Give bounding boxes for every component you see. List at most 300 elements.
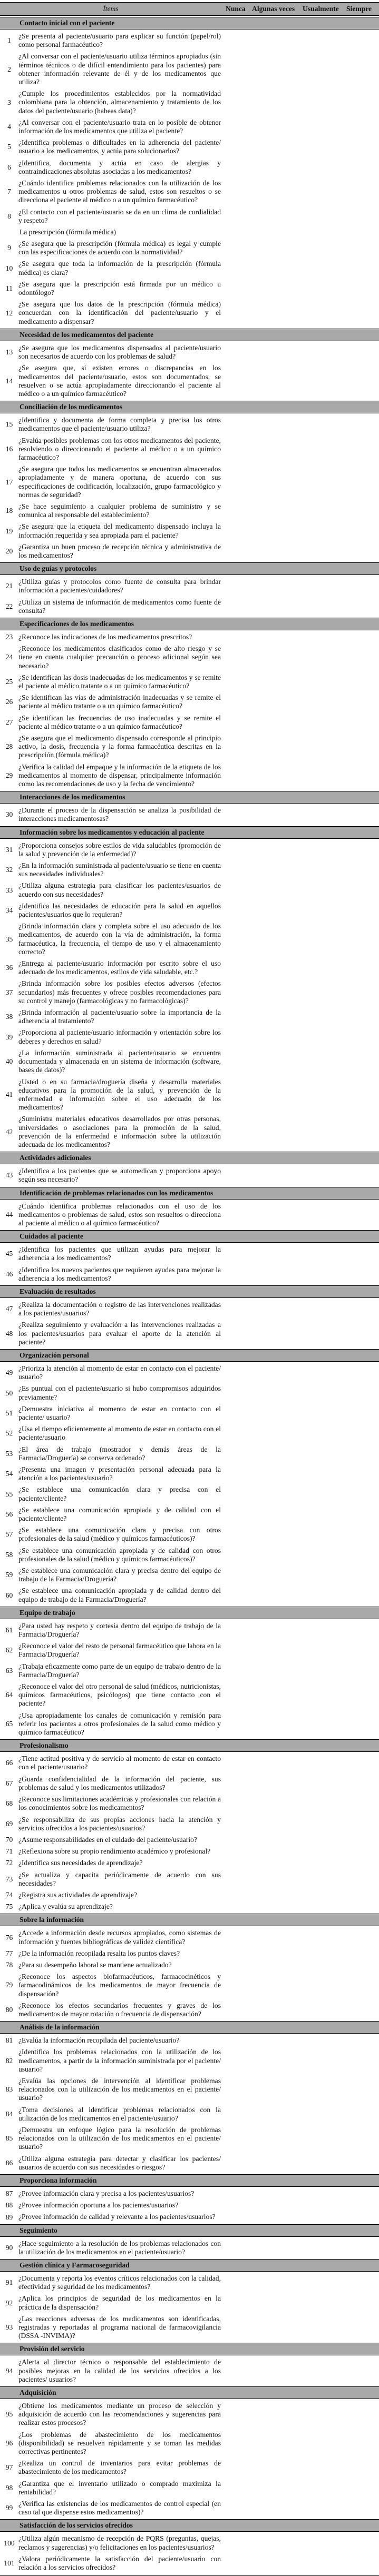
item-number: 65	[5, 1719, 13, 1728]
table-row	[0, 1889, 379, 1901]
table-row	[0, 2553, 379, 2573]
item-text: ¿Demuestra iniciativa al momento de estar en contacto con el paciente/ usuario?	[18, 1404, 221, 1421]
item-text: ¿Identifica los problemas relacionados con la utilización de los medicamentos, a partir de la información suministrada por el paciente/ usuario?	[18, 2048, 221, 2073]
item-number: 98	[5, 2483, 13, 2492]
table-row	[0, 978, 379, 1007]
section-header: Equipo de trabajo	[0, 1607, 379, 1619]
table-row	[0, 2293, 379, 2313]
item-number: 1	[7, 36, 11, 45]
item-text: ¿El área de trabajo (mostrador y demás áreas de la Farmacia/Droguería) se conserva ordenado?	[18, 1445, 221, 1462]
item-text: ¿Garantiza un buen proceso de recepción técnica y administrativa de los medicamentos?	[18, 542, 221, 559]
table-row	[0, 2400, 379, 2429]
item-text: ¿Provee información clara y precisa a los pacientes/usuarios?	[18, 2189, 195, 2197]
item-text: ¿Brinda información al paciente/usuario sobre la importancia de la adherencia al tratamiento?	[18, 1008, 221, 1025]
item-text: ¿Cuándo identifica problemas relacionados con la utilización de los medicamentos u otros problemas de salud, estos son resueltos o se direcciona el paciente al médico o a un químico farmacéutico?	[18, 179, 221, 204]
table-row	[0, 137, 379, 157]
item-number: 46	[5, 1270, 13, 1278]
header-items: Ítems	[103, 5, 119, 13]
item-text: ¿Reconoce sus limitaciones académicas y profesionales con relación a los conocimientos sobre los medicamentos?	[18, 1795, 221, 1812]
table-row	[0, 2188, 379, 2199]
item-text: ¿Prioriza la atención al momento de estar en contacto con el paciente/ usuario?	[18, 1364, 221, 1381]
item-text: ¿El contacto con el paciente/usuario se da en un clima de cordialidad y respeto?	[18, 207, 221, 224]
table-row	[0, 1846, 379, 1857]
table-row	[0, 1620, 379, 1640]
item-text: ¿Utiliza guías y protocolos como fuente de consulta para brindar información a pacientes/cuidadores?	[18, 578, 221, 595]
table-row	[0, 299, 379, 328]
item-text: ¿Se identifican las frecuencias de uso inadecuadas y se remite el paciente al médico tratante o a un químico farmacéutico?	[18, 714, 221, 730]
table-row	[0, 2498, 379, 2518]
table-row	[0, 342, 379, 362]
header-usualmente: Usualmente	[303, 5, 339, 13]
item-text: ¿Garantiza que el inventario utilizado o comprado maximiza la rentabilidad?	[18, 2479, 221, 2496]
item-text: ¿Se establece una comunicación apropiada y de calidad con otros profesionales de la salud (médico y químicos farmacéuticos)?	[18, 1546, 221, 1563]
table-row	[0, 1901, 379, 1913]
table-row	[0, 521, 379, 541]
item-text: ¿Se asegura que la prescripción está firmada por un médico u odontólogo?	[18, 280, 221, 297]
item-number: 71	[5, 1847, 13, 1856]
table-row	[0, 1640, 379, 1660]
section-header: Provisión del servicio	[0, 2343, 379, 2355]
item-number: 8	[7, 212, 11, 220]
item-number: 80	[5, 2005, 13, 2014]
item-number: 38	[5, 1013, 13, 1021]
item-number: 54	[5, 1470, 13, 1478]
header-siempre: Siempre	[346, 5, 372, 13]
item-number: 84	[5, 2109, 13, 2118]
item-number: 5	[7, 143, 11, 151]
item-text: ¿Identifica y documenta de forma completa y precisa los otros medicamentos que el paciente/usuario utiliza?	[18, 416, 221, 433]
item-number: 42	[5, 1127, 13, 1136]
item-text: ¿Valora periódicamente la satisfacción del paciente/usuario con relación a los servicios ofrecidos?	[18, 2554, 221, 2572]
item-text: ¿Hace seguimiento a la resolución de los problemas relacionados con la utilización de los medicamentos en el paciente/usuario?	[18, 2239, 221, 2256]
item-number: 35	[5, 935, 13, 943]
item-text: ¿Registra sus actividades de aprendizaje?	[18, 1890, 137, 1899]
item-number: 101	[4, 2559, 15, 2568]
section-header: Conciliación de los medicamentos	[0, 401, 379, 413]
table-row	[0, 1857, 379, 1869]
item-text: ¿Se asegura que, si existen errores o discrepancias en los medicamentos del paciente/usuario, estos son documentados, se resuelven o se actúa apropiadamente direccionando el paciente al médico o a un químico farmacéutico?	[18, 364, 221, 398]
item-text: ¿Realiza la documentación o registro de las intervenciones realizadas a los pacientes/usuarios?	[18, 1300, 221, 1317]
item-number: 83	[5, 2085, 13, 2094]
item-text: ¿Se asegura que los datos de la prescripción (fórmula médica) concuerdan con la identificación del paciente/usuario y el medicamento a dispensar?	[18, 300, 221, 325]
item-number: 26	[5, 698, 13, 706]
item-text: ¿Se asegura que toda la información de la prescripción (fórmula médica) es clara?	[18, 260, 221, 276]
table-row	[0, 1869, 379, 1889]
section-header: Uso de guías y protocolos	[0, 562, 379, 575]
item-text: ¿Durante el proceso de la dispensación se analiza la posibilidad de interacciones medicamentosas?	[18, 806, 221, 823]
table-row	[0, 2356, 379, 2385]
table-row	[0, 2238, 379, 2258]
item-number: 55	[5, 1490, 13, 1498]
table-row	[0, 2124, 379, 2153]
item-number: 99	[5, 2504, 13, 2512]
item-number: 11	[5, 284, 13, 293]
section-header: Satisfacción de los servicios ofrecidos	[0, 2519, 379, 2532]
item-text: ¿Se establece una comunicación apropiada y de calidad con el paciente/cliente?	[18, 1505, 221, 1523]
item-text: ¿Identifica, documenta y actúa en caso de alergias y contraindicaciones absolutas asociadas a los medicamentos?	[18, 158, 221, 175]
item-text: ¿Accede a información desde recursos apropiados, como sistemas de información y fuentes bibliográficas de validez científica?	[18, 1929, 221, 1946]
table-row	[0, 177, 379, 206]
section-header: Análisis de la información	[0, 2021, 379, 2034]
item-number: 74	[5, 1891, 13, 1899]
item-number: 43	[5, 1171, 13, 1180]
table-row	[0, 1383, 379, 1403]
item-text: ¿Aplica y evalúa su aprendizaje?	[18, 1903, 113, 1911]
table-row	[0, 2478, 379, 2498]
table-row	[0, 1565, 379, 1585]
item-text: ¿Al conversar con el paciente/usuario utiliza términos apropiados (sin términos técnicos o de difícil entendimiento para los pacientes) para obtener información relevante de él y de los medicamentos que utiliza?	[18, 52, 221, 86]
item-number: 53	[5, 1449, 13, 1458]
item-number: 97	[5, 2463, 13, 2472]
table-row	[0, 238, 379, 258]
table-row	[0, 1948, 379, 1959]
section-header: Proporciona información	[0, 2174, 379, 2187]
table-row	[0, 1403, 379, 1423]
table-row	[0, 1165, 379, 1185]
table-row	[0, 732, 379, 761]
item-text: ¿Se actualiza y capacita periódicamente de acuerdo con sus necesidades?	[18, 1870, 221, 1887]
item-number: 68	[5, 1799, 13, 1808]
item-number: 100	[4, 2539, 15, 2547]
table-row	[0, 1504, 379, 1524]
item-number: 19	[5, 527, 13, 535]
item-text: ¿Se responsabiliza de sus propias acciones hacia la atención y servicios ofrecidos a los pacientes/usuarios?	[18, 1815, 221, 1832]
item-text: ¿Utiliza algún mecanismo de recepción de PQRS (preguntas, quejas, reclamos y sugerencias) y/o felicitaciones en los pacientes/usuarios?	[18, 2534, 221, 2551]
item-number: 72	[5, 1859, 13, 1867]
table-row	[0, 31, 379, 51]
table-row	[0, 2046, 379, 2075]
item-number: 41	[5, 1090, 13, 1098]
table-row	[0, 2153, 379, 2173]
item-number: 93	[5, 2323, 13, 2332]
table-row	[0, 576, 379, 596]
table-row	[0, 1585, 379, 1605]
section-header: Profesionalismo	[0, 1739, 379, 1752]
item-text: ¿Se establece una comunicación clara y precisa dentro del equipo de trabajo de la Farmacia/Droguería?	[18, 1567, 221, 1583]
item-text: ¿Suministra materiales educativos desarrollados por otras personas, universidades o asociaciones para la promoción de la salud, prevención de la enfermedad e información sobre la utilización adecuada de los medicamentos?	[18, 1115, 221, 1148]
item-text: ¿Obtiene los medicamentos mediante un proceso de selección y adquisición de acuerdo con las recomendaciones y sugerencias para realizar estos procesos?	[18, 2402, 221, 2427]
item-text: ¿Se asegura que el medicamento dispensado corresponde al principio activo, la dosis, frecuencia y la forma farmacéutica descritas en la prescripción (fórmula médica)?	[18, 734, 221, 759]
table-row	[0, 1464, 379, 1484]
table-row	[0, 51, 379, 88]
table-row	[0, 2458, 379, 2478]
item-text: ¿Se asegura que los medicamentos dispensados al paciente/usuario son necesarios de acuerdo con los problemas de salud?	[18, 343, 221, 361]
item-text: ¿Usted o en su farmacia/droguería diseña y desarrolla materiales educativos para la promoción de la salud, y prevención de la enfermedad e información sobre el uso adecuado de los medicamentos?	[18, 1077, 221, 1112]
item-text: ¿Evalúa la información recopilada del paciente/usuario?	[18, 2036, 180, 2045]
table-row	[0, 1007, 379, 1027]
item-text: ¿Asume responsabilidades en el cuidado del paciente/usuario?	[18, 1835, 197, 1844]
item-number: 9	[7, 244, 11, 252]
item-text: ¿Utiliza un sistema de información de medicamentos como fuente de consulta?	[18, 598, 221, 615]
item-text: ¿Al conversar con el paciente/usuario trata en lo posible de obtener información de los medicamentos que utiliza el paciente?	[18, 118, 221, 135]
item-number: 66	[5, 1759, 13, 1767]
table-row	[0, 1264, 379, 1284]
item-number: 75	[5, 1903, 13, 1911]
item-number: 31	[5, 845, 13, 854]
item-number: 17	[5, 478, 13, 486]
table-row	[0, 1710, 379, 1739]
item-text: ¿Toma decisiones al identificar problemas relacionados con la utilización de los medicamentos en el paciente/usuario?	[18, 2105, 221, 2122]
table-row	[0, 435, 379, 464]
item-text: ¿Brinda información clara y completa sobre el uso adecuado de los medicamentos, de acuerdo con la vía de administración, la forma farmacéutica, la frecuencia, el tiempo de uso y el almacenamiento correcto?	[18, 922, 221, 956]
item-number: 60	[5, 1591, 13, 1599]
section-header: Sobre la información	[0, 1914, 379, 1926]
table-row	[0, 2273, 379, 2293]
item-text: ¿Se identifican las vías de administración inadecuadas y se remite el paciente al médico tratante o a un químico farmacéutico?	[18, 693, 221, 710]
section-header: Seguimiento	[0, 2224, 379, 2237]
item-number: 25	[5, 677, 13, 686]
item-text: ¿Realiza seguimiento y evaluación a las intervenciones realizadas a los pacientes/usuarios para evaluar el aporte de la atención al paciente?	[18, 1321, 221, 1346]
item-text: ¿Alerta al director técnico o responsable del establecimiento de posibles mejoras en la calidad de los servicios ofrecidos a los pacientes/ usuarios?	[18, 2358, 221, 2383]
section-header: Necesidad de los medicamentos del paciente	[0, 329, 379, 341]
item-number: 95	[5, 2410, 13, 2419]
table-row	[0, 1484, 379, 1504]
item-text: ¿Reconoce el valor del otro personal de salud (médicos, nutricionistas, químicos farmacéuticos, psicólogos) que tiene contacto con el paciente?	[18, 1682, 221, 1708]
item-number: 62	[5, 1646, 13, 1654]
item-number: 77	[5, 1949, 13, 1957]
header-algunas-veces: Algunas veces	[252, 5, 295, 13]
table-row	[0, 1814, 379, 1834]
item-number: 10	[5, 264, 13, 272]
item-text: ¿Aplica los principios de seguridad de los medicamentos en la práctica de la dispensación?	[18, 2294, 221, 2311]
item-number: 40	[5, 1057, 13, 1066]
item-text: ¿Cuándo identifica problemas relacionados con el uso de los medicamentos o problemas de salud, estos son resueltos o direcciona al paciente al médico o al químico farmacéutico?	[18, 1202, 221, 1227]
item-text: ¿Evalúa posibles problemas con los otros medicamentos del paciente, resolviendo o direccionando el paciente al médico o a un químico farmacéutico?	[18, 436, 221, 461]
item-number: 58	[5, 1550, 13, 1559]
item-number: 96	[5, 2439, 13, 2447]
item-text: ¿Para su desempeño laboral se mantiene actualizado?	[18, 1960, 172, 1969]
item-number: 87	[5, 2189, 13, 2198]
item-number: 88	[5, 2201, 13, 2210]
table-row	[0, 2075, 379, 2104]
item-number: 49	[5, 1369, 13, 1377]
table-row	[0, 501, 379, 521]
table-row	[0, 1524, 379, 1544]
subsection-heading: La prescripción (fórmula médica)	[20, 228, 116, 236]
item-number: 6	[7, 163, 11, 171]
item-number: 16	[5, 444, 13, 453]
item-number: 79	[5, 1981, 13, 1989]
item-text: ¿Se asegura que la prescripción (fórmula médica) es legal y cumple con las especificaciones de acuerdo con la normatividad?	[18, 240, 221, 256]
table-row	[0, 2313, 379, 2342]
item-text: ¿Se establece una comunicación apropiada y de calidad dentro del equipo de trabajo de la Farmacia/Droguería?	[18, 1587, 221, 1603]
item-number: 90	[5, 2243, 13, 2252]
table-row	[0, 2035, 379, 2046]
section-header: Información sobre los medicamentos y educación al paciente	[0, 826, 379, 839]
table-row	[0, 541, 379, 561]
table-row	[0, 1027, 379, 1047]
item-text: ¿Presenta una imagen y presentación personal adecuada para la atención a los pacientes/usuario?	[18, 1465, 221, 1482]
header-nunca: Nunca	[226, 5, 246, 13]
item-text: ¿Reconoce los medicamentos clasificados como de alto riesgo y se tiene en cuenta cualquier precaución o proceso adicional según sea necesario?	[18, 645, 221, 670]
item-text: ¿Proporciona consejos sobre estilos de vida saludables (promoción de la salud y prevención de la enfermedad)?	[18, 841, 221, 858]
table-row	[0, 920, 379, 958]
item-text: ¿Identifica los pacientes que utilizan ayudas para mejorar la adherencia a los medicamentos?	[18, 1245, 221, 1262]
table-row	[0, 840, 379, 860]
item-number: 18	[5, 507, 13, 515]
item-number: 85	[5, 2134, 13, 2143]
item-text: ¿Verifica la calidad del empaque y la información de la etiqueta de los medicamentos al momento de dispensar, principalmente información como las recomendaciones de uso y la fecha de vencimiento?	[18, 762, 221, 788]
table-row	[0, 761, 379, 790]
item-number: 34	[5, 906, 13, 915]
table-row	[0, 117, 379, 137]
item-number: 76	[5, 1933, 13, 1941]
item-text: ¿Es puntual con el paciente/usuario si hubo compromisos adquiridos previamente?	[18, 1384, 221, 1401]
item-number: 47	[5, 1305, 13, 1313]
item-text: ¿Identifica las necesidades de educación para la salud en aquellos pacientes/usuarios que lo requieran?	[18, 901, 221, 919]
table-row	[0, 2429, 379, 2458]
table-row	[0, 1774, 379, 1794]
item-number: 23	[5, 633, 13, 641]
table-row	[0, 1753, 379, 1773]
item-text: ¿Realiza un control de inventarios para evitar problemas de abastecimiento de los medicamentos?	[18, 2459, 221, 2476]
table-row	[0, 1681, 379, 1710]
item-number: 13	[5, 348, 13, 356]
table-row	[0, 2104, 379, 2124]
table-row	[0, 1834, 379, 1846]
item-text: ¿Usa apropiadamente los canales de comunicación y remisión para referir los pacientes a otros profesionales de la salud como médico y químico farmacéutico?	[18, 1711, 221, 1737]
table-row	[0, 2000, 379, 2020]
item-text: ¿Identifica sus necesidades de aprendizaje?	[18, 1859, 143, 1867]
item-number: 59	[5, 1571, 13, 1579]
item-number: 92	[5, 2298, 13, 2307]
table-row	[0, 805, 379, 825]
table-row	[0, 1076, 379, 1114]
item-number: 89	[5, 2213, 13, 2221]
item-text: ¿Se identifican las dosis inadecuadas de los medicamentos y se remite el paciente al médico tratante o a un químico farmacéutico?	[18, 673, 221, 690]
table-row	[0, 1047, 379, 1076]
table-row	[0, 900, 379, 920]
item-text: ¿Utiliza alguna estrategia para clasificar los pacientes/usuarios de acuerdo con sus necesidades?	[18, 881, 221, 898]
table-row	[0, 157, 379, 177]
item-text: ¿Usa el tiempo eficientemente al momento de estar en contacto con el paciente/usuario	[18, 1425, 221, 1442]
item-text: ¿Demuestra un enfoque lógico para la resolución de problemas relacionados con la utilización de los medicamentos en el paciente/ usuario?	[18, 2125, 221, 2151]
table-row	[0, 463, 379, 501]
item-number: 15	[5, 420, 13, 429]
table-row	[0, 1444, 379, 1464]
item-text: ¿Brinda información sobre los posibles efectos adversos (efectos secundarios) más frecuentes y ofrece posibles recomendaciones para su control y manejo (farmacológicas y no farmacológicas)?	[18, 979, 221, 1005]
table-row	[0, 692, 379, 712]
table-row	[0, 1794, 379, 1814]
table-row	[0, 88, 379, 117]
item-number: 73	[5, 1875, 13, 1883]
item-text: ¿Se establece una comunicación clara y precisa con otros profesionales de la salud (médico y químicos farmacéuticos)?	[18, 1526, 221, 1543]
item-number: 50	[5, 1389, 13, 1397]
item-text: ¿Evalúa las opciones de intervención al identificar problemas relacionados con la utilización de los medicamentos en el paciente/ usuario?	[18, 2076, 221, 2102]
item-number: 7	[7, 187, 11, 196]
item-text: ¿Reconoce las indicaciones de los medicamentos prescritos?	[18, 632, 192, 641]
item-number: 82	[5, 2056, 13, 2065]
item-text: ¿Provee información oportuna a los pacientes/usuarios?	[18, 2201, 179, 2210]
table-row	[0, 712, 379, 732]
item-text: ¿Se presenta al paciente/usuario para explicar su función (papel/rol) como personal farmacéutico?	[18, 32, 221, 49]
item-text: ¿Utiliza alguna estrategia para detectar y clasificar los pacientes/ usuarios de acuerdo con sus necesidades o riesgos?	[18, 2154, 221, 2171]
table-row	[0, 1959, 379, 1971]
item-number: 67	[5, 1779, 13, 1787]
table-row	[0, 672, 379, 692]
item-number: 69	[5, 1819, 13, 1828]
item-text: ¿Documenta y reporta los eventos críticos relacionados con la calidad, efectividad y seguridad de los medicamentos?	[18, 2274, 221, 2291]
item-text: ¿Identifica a los pacientes que se automedican y proporciona apoyo según sea necesario?	[18, 1167, 221, 1184]
item-number: 86	[5, 2158, 13, 2167]
item-text: ¿Para usted hay respeto y cortesía dentro del equipo de trabajo de la Farmacia/Droguería?	[18, 1621, 221, 1639]
table-row	[0, 1423, 379, 1443]
table-row	[0, 1299, 379, 1319]
table-row	[0, 1971, 379, 2000]
item-number: 36	[5, 964, 13, 972]
table-row	[0, 958, 379, 978]
table-row	[0, 2199, 379, 2211]
item-number: 94	[5, 2366, 13, 2375]
item-text: ¿Reflexiona sobre su propio rendimiento académico y profesional?	[18, 1847, 211, 1856]
item-text: ¿De la información recopilada resalta los puntos claves?	[18, 1949, 180, 1957]
table-row	[0, 362, 379, 400]
table-row	[0, 643, 379, 672]
item-number: 30	[5, 810, 13, 819]
table-row	[0, 258, 379, 278]
item-text: ¿Cumple los procedimientos establecidos por la normatividad colombiana para la obtención, almacenamiento y tratamiento de los datos del paciente/usuario (habeas data)?	[18, 90, 221, 115]
item-text: ¿Se asegura que la etiqueta del medicamento dispensado incluya la información requerida y sea apropiada para el paciente?	[18, 522, 221, 539]
item-number: 70	[5, 1836, 13, 1844]
item-number: 22	[5, 602, 13, 610]
item-number: 44	[5, 1210, 13, 1218]
item-number: 4	[7, 123, 11, 131]
item-text: ¿Las reacciones adversas de los medicamentos son identificadas, registradas y reportadas al programa nacional de farmacovigilancia (DSSA -INVIMA)?	[18, 2314, 221, 2340]
item-number: 29	[5, 771, 13, 779]
item-text: ¿La información suministrada al paciente/usuario se encuentra documentada y almacenada en un sistema de información (software, bases de datos)?	[18, 1048, 221, 1074]
item-number: 33	[5, 886, 13, 894]
item-number: 3	[7, 98, 11, 106]
table-row	[0, 880, 379, 900]
item-number: 14	[5, 377, 13, 385]
item-number: 32	[5, 866, 13, 874]
item-text: ¿Identifica los nuevos pacientes que requieren ayudas para mejorar la adherencia a los medicamentos?	[18, 1265, 221, 1282]
item-number: 28	[5, 742, 13, 751]
item-text: ¿Tiene actitud positiva y de servicio al momento de estar en contacto con el paciente/usuario?	[18, 1755, 221, 1771]
item-number: 21	[5, 582, 13, 590]
table-row	[0, 1319, 379, 1348]
item-number: 78	[5, 1961, 13, 1969]
item-text: ¿Reconoce los aspectos biofarmacéuticos, farmacocinéticos y farmacodinámicos de los medicamentos de mayor frecuencia de dispensación?	[18, 1973, 221, 1998]
item-text: ¿Entrega al paciente/usuario información por escrito sobre el uso adecuado de los medicamentos, estilos de vida saludable, etc.?	[18, 959, 221, 976]
section-header: Actividades adicionales	[0, 1152, 379, 1164]
item-number: 51	[5, 1409, 13, 1417]
item-text: ¿Guarda confidencialidad de la información del paciente, sus problemas de salud y los medicamentos utilizados?	[18, 1775, 221, 1791]
table-row	[0, 414, 379, 434]
table-row	[0, 1363, 379, 1383]
item-number: 48	[5, 1329, 13, 1337]
table-row	[0, 631, 379, 643]
item-number: 12	[5, 309, 13, 317]
table-row	[0, 1113, 379, 1151]
item-number: 57	[5, 1530, 13, 1539]
item-text: ¿Trabaja eficazmente como parte de un equipo de trabajo dentro de la Farmacia/Droguería?	[18, 1662, 221, 1679]
item-text: ¿Reconoce el valor del resto de personal farmacéutico que labora en la Farmacia/Droguería?	[18, 1642, 221, 1659]
section-header: Adquisición	[0, 2386, 379, 2399]
item-text: ¿Se establece una comunicación clara y precisa con el paciente/cliente?	[18, 1485, 221, 1502]
section-header: Especificaciones de los medicamentos	[0, 618, 379, 630]
table-row	[0, 2211, 379, 2223]
table-row	[0, 1545, 379, 1565]
item-text: ¿En la información suministrada al paciente/usuario se tiene en cuenta sus necesidades individuales?	[18, 861, 221, 878]
item-number: 61	[5, 1626, 13, 1634]
item-text: ¿Proporciona al paciente/usuario información y orientación sobre los deberes y derechos en salud?	[18, 1028, 221, 1045]
item-text: ¿Identifica problemas o dificultades en la adherencia del paciente/ usuario a los medicamentos, y actúa para solucionarlos?	[18, 138, 221, 155]
item-number: 39	[5, 1033, 13, 1041]
section-header: Identificación de problemas relacionados con los medicamentos	[0, 1187, 379, 1200]
item-number: 27	[5, 718, 13, 726]
table-row	[0, 1927, 379, 1947]
